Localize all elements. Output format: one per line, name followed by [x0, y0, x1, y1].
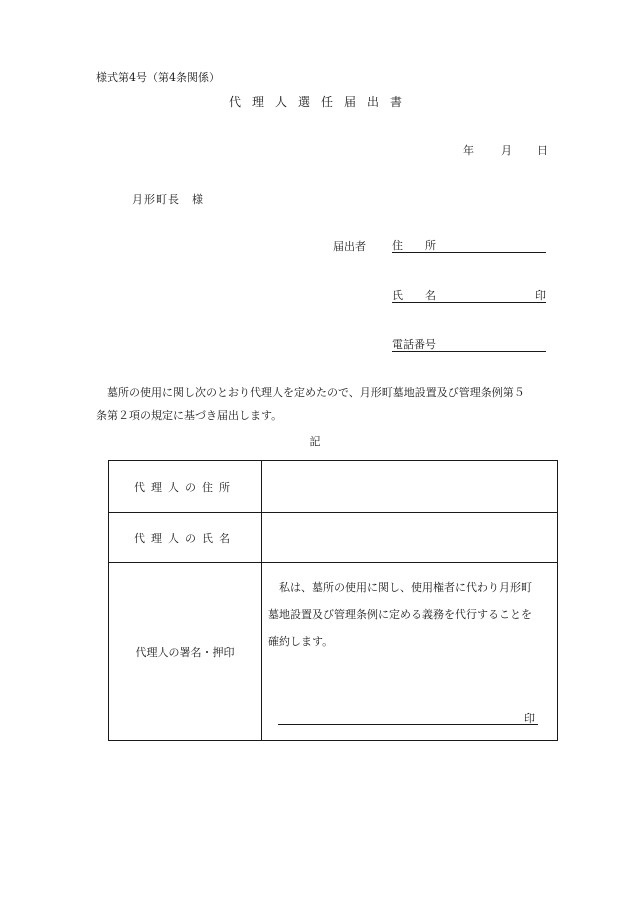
- address-field[interactable]: [392, 237, 546, 253]
- agent-name-row: [109, 513, 558, 563]
- date-year-label: 年: [463, 144, 474, 157]
- address-label: 住 所: [392, 239, 436, 252]
- body-line-2: 条第２項の規定に基づき届出します。: [96, 409, 283, 422]
- date-day-label: 日: [537, 144, 548, 157]
- pledge-text: [268, 574, 558, 655]
- seal-mark: 印: [535, 289, 546, 302]
- pledge-line-3: 確約します。: [268, 635, 334, 648]
- agent-signature-label: 代理人の署名・押印: [109, 563, 262, 741]
- agent-name-input[interactable]: [262, 513, 558, 563]
- phone-label: 電話番号: [392, 338, 436, 351]
- signature-seal-mark: 印: [524, 712, 535, 725]
- body-line-1: 墓所の使用に関し次のとおり代理人を定めたので、月形町墓地設置及び管理条例第５: [96, 386, 525, 399]
- agent-name-label: 代理人の氏名: [109, 513, 262, 563]
- agent-signature-cell[interactable]: [262, 563, 558, 741]
- agent-table: [108, 460, 558, 741]
- date-month-label: 月: [501, 144, 512, 157]
- agent-address-label: 代理人の住所: [109, 461, 262, 513]
- name-label: 氏 名: [392, 289, 436, 302]
- notification-body: [96, 381, 576, 427]
- agent-signature-row: [109, 563, 558, 741]
- agent-address-input[interactable]: [262, 461, 558, 513]
- form-number: 様式第4号（第4条関係）: [96, 71, 220, 84]
- signature-line[interactable]: [278, 712, 538, 725]
- ki-heading: 記: [309, 435, 321, 448]
- pledge-line-1: 私は、墓所の使用に関し、使用権者に代わり月形町: [268, 581, 532, 594]
- document-title: 代理人選任届出書: [228, 95, 413, 109]
- pledge-line-2: 墓地設置及び管理条例に定める義務を代行することを: [268, 608, 532, 621]
- addressee: 月形町長 様: [132, 193, 204, 206]
- phone-field[interactable]: [392, 336, 546, 352]
- name-field[interactable]: [392, 287, 546, 303]
- agent-address-row: [109, 461, 558, 513]
- applicant-label: 届出者: [333, 240, 366, 253]
